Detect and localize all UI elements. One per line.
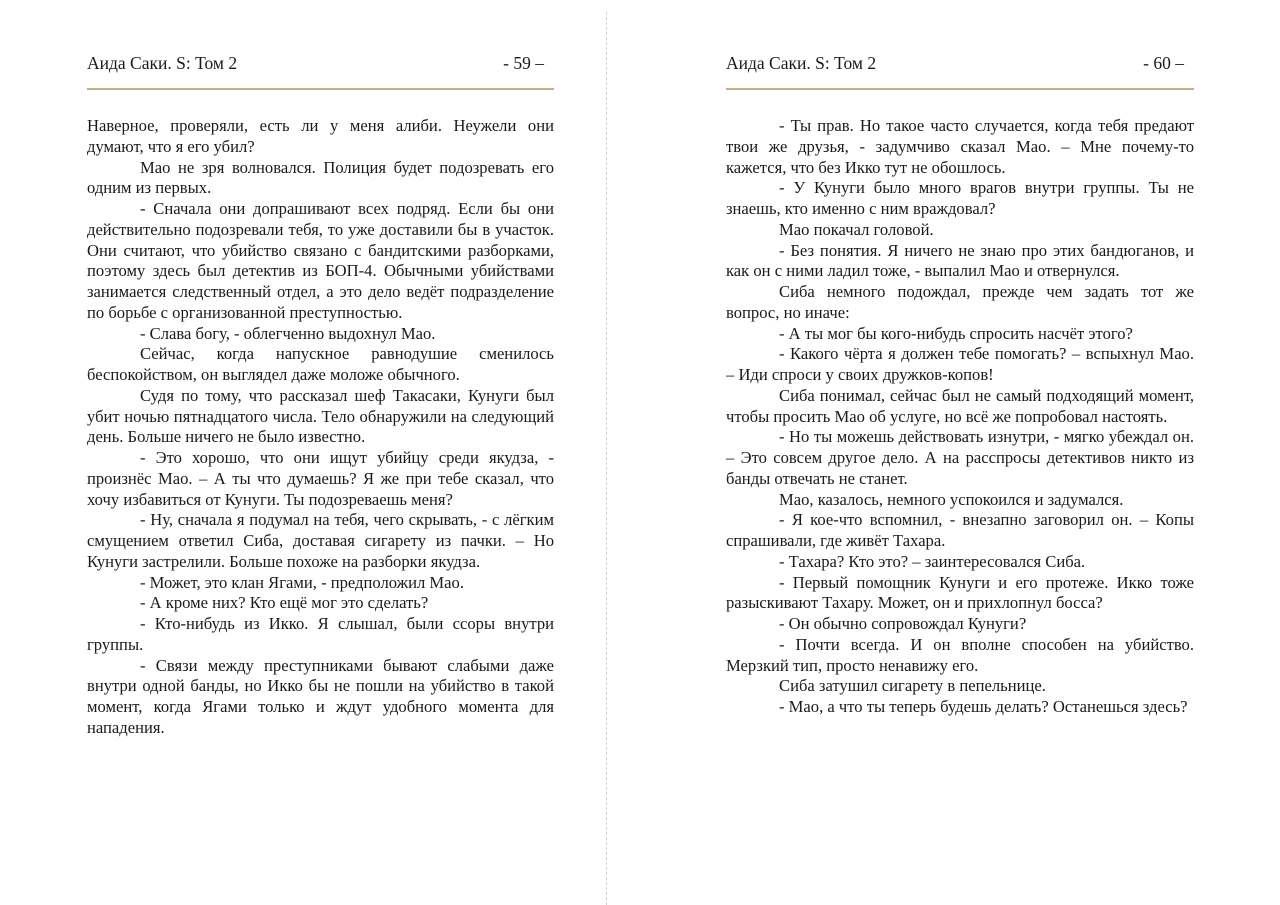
paragraph: Наверное, проверяли, есть ли у меня алиби. Неужели они думают, что я его убил?: [87, 116, 554, 156]
paragraph: - Ты прав. Но такое часто случается, когда тебя предают твои же друзья, - задумчиво сказал Мао. – Мне почему-то кажется, что без Икко тут не обошлось.: [726, 116, 1194, 177]
paragraph: Сейчас, когда напускное равнодушие сменилось беспокойством, он выглядел даже моложе обычного.: [87, 344, 554, 384]
paragraph: - Мао, а что ты теперь будешь делать? Останешься здесь?: [779, 697, 1188, 716]
paragraph: - Сначала они допрашивают всех подряд. Если бы они действительно подозревали тебя, то уже доставили бы в участок. Они считают, что убийство связано с бандитскими разборками, поэтому здесь был детектив из БОП-4. Обычными убийствами занимается следственный отдел, а это дело ведёт подразделение по борьбе с организованной преступностью.: [87, 199, 554, 322]
paragraph: Сиба затушил сигарету в пепельнице.: [779, 676, 1046, 696]
paragraph: - Он обычно сопровождал Кунуги?: [779, 614, 1027, 633]
paragraph: - Первый помощник Кунуги и его протеже. Икко тоже разыскивают Тахару. Может, он и прихлопнул босса?: [726, 572, 1194, 613]
left-page: [87, 0, 554, 905]
paragraph: - Слава богу, - облегченно выдохнул Мао.: [140, 323, 436, 343]
paragraph: - Но ты можешь действовать изнутри, - мягко убеждал он. – Это совсем другое дело. А на расспросы детективов никто из банды отвечать не станет.: [726, 427, 1194, 488]
page-spread-divider: [606, 12, 607, 905]
right-page: [726, 0, 1194, 905]
paragraph: Мао, казалось, немного успокоился и задумался.: [779, 489, 1124, 509]
left-page-body: [87, 116, 554, 739]
left-page-number: - 59 –: [503, 53, 544, 73]
right-page-body: [726, 116, 1194, 718]
paragraph: - Связи между преступниками бывают слабыми даже внутри одной банды, но Икко бы не пошли на убийство в такой момент, когда Ягами только и ждут удобного момента для нападения.: [87, 655, 554, 737]
paragraph: Сиба понимал, сейчас был не самый подходящий момент, чтобы просить Мао об услуге, но всё же попробовал настоять.: [726, 385, 1194, 426]
paragraph: - А ты мог бы кого-нибудь спросить насчёт этого?: [779, 323, 1133, 343]
paragraph: Сиба немного подождал, прежде чем задать тот же вопрос, но иначе:: [726, 282, 1194, 322]
paragraph: - Почти всегда. И он вполне способен на убийство. Мерзкий тип, просто ненавижу его.: [726, 634, 1194, 675]
paragraph: - Ну, сначала я подумал на тебя, чего скрывать, - с лёгким смущением ответил Сиба, доставая сигарету из пачки. – Но Кунуги застрелили. Больше похоже на разборки якудза.: [87, 510, 554, 571]
right-header-title: Аида Саки. S: Том 2: [726, 53, 877, 73]
paragraph: - Без понятия. Я ничего не знаю про этих бандюганов, и как он с ними ладил тоже, - выпалил Мао и отвернулся.: [726, 240, 1194, 281]
right-page-header: [726, 53, 1194, 79]
paragraph: - Может, это клан Ягами, - предположил Мао.: [140, 572, 464, 592]
paragraph: Мао покачал головой.: [779, 219, 934, 239]
paragraph: - Тахара? Кто это? – заинтересовался Сиба.: [779, 551, 1086, 571]
paragraph: - У Кунуги было много врагов внутри группы. Ты не знаешь, кто именно с ним враждовал?: [726, 178, 1194, 218]
right-page-number: - 60 –: [1143, 53, 1184, 73]
paragraph: - А кроме них? Кто ещё мог это сделать?: [140, 593, 429, 613]
paragraph: - Я кое-что вспомнил, - внезапно заговорил он. – Копы спрашивали, где живёт Тахара.: [726, 510, 1194, 550]
paragraph: Мао не зря волновался. Полиция будет подозревать его одним из первых.: [87, 157, 554, 198]
paragraph: - Какого чёрта я должен тебе помогать? – вспыхнул Мао. – Иди спроси у своих дружков-копов!: [726, 344, 1194, 384]
right-header-rule: [726, 88, 1194, 90]
left-page-header: [87, 53, 554, 79]
paragraph: - Это хорошо, что они ищут убийцу среди якудза, - произнёс Мао. – А ты что думаешь? Я же при тебе сказал, что хочу избавиться от Кунуги. Ты подозреваешь меня?: [87, 448, 554, 509]
paragraph: Судя по тому, что рассказал шеф Такасаки, Кунуги был убит ночью пятнадцатого числа. Тело обнаружили на следующий день. Больше ничего не было известно.: [87, 385, 554, 447]
left-header-rule: [87, 88, 554, 90]
left-header-title: Аида Саки. S: Том 2: [87, 53, 238, 73]
paragraph: - Кто-нибудь из Икко. Я слышал, были ссоры внутри группы.: [87, 614, 554, 654]
